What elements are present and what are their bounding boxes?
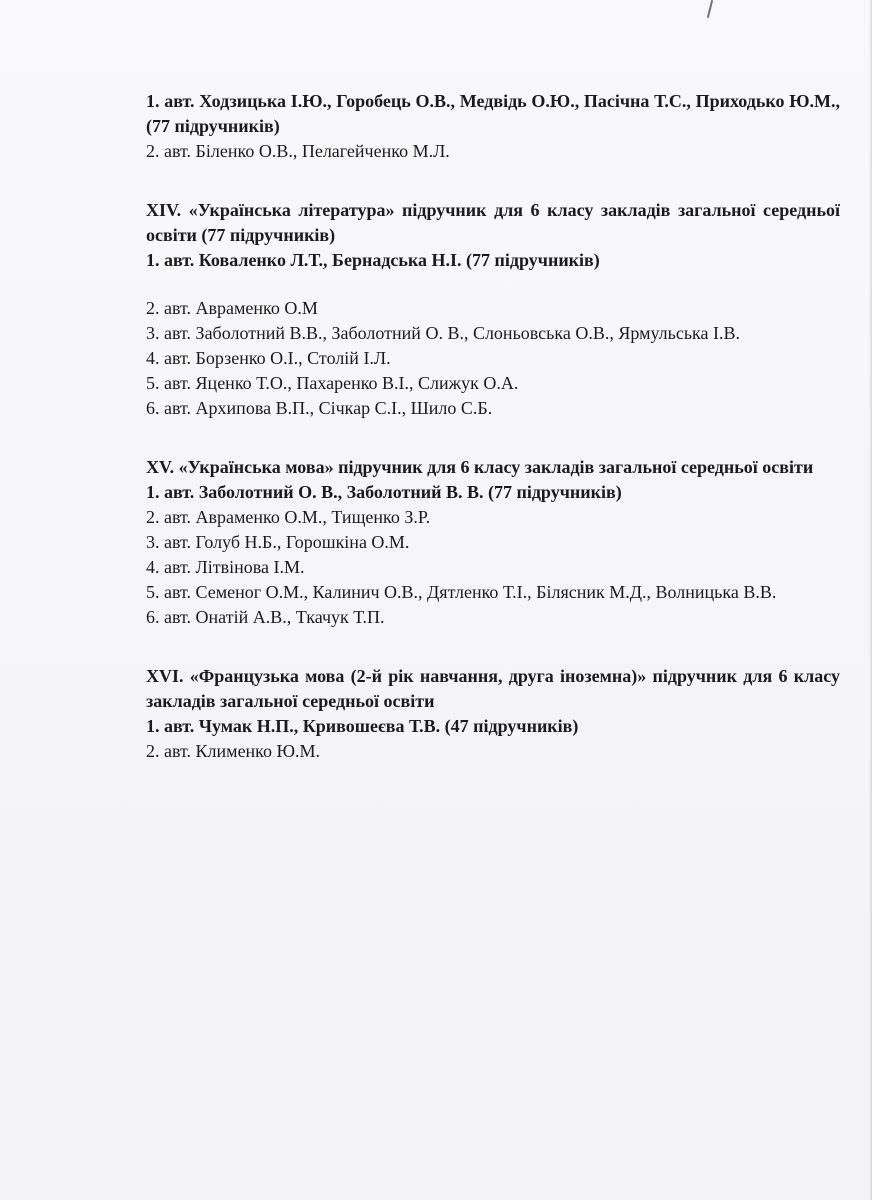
section14-item4: 4. авт. Борзенко О.І., Столій І.Л.	[146, 348, 391, 368]
section14-item2: 2. авт. Авраменко О.М	[146, 298, 318, 318]
section16-item2: 2. авт. Клименко Ю.М.	[146, 741, 321, 761]
scan-mark	[707, 0, 713, 18]
section15-title: XV. «Українська мова» підручник для 6 класу закладів загальної середньої освіти	[146, 457, 814, 477]
section14-item5: 5. авт. Яценко Т.О., Пахаренко В.І., Слижук О.А.	[146, 373, 519, 393]
section15-item1: 1. авт. Заболотний О. В., Заболотний В. В. (77 підручників)	[146, 482, 622, 502]
section15-item2: 2. авт. Авраменко О.М., Тищенко З.Р.	[146, 507, 431, 527]
section14-item6: 6. авт. Архипова В.П., Січкар С.І., Шило С.Б.	[146, 398, 493, 418]
section16-title: XVI. «Французька мова (2-й рік навчання, друга іноземна)» підручник для 6 класу закладів загальної середньої освіти	[146, 666, 840, 711]
spacer	[146, 421, 840, 455]
section15-item3: 3. авт. Голуб Н.Б., Горошкіна О.М.	[146, 532, 410, 552]
section14-title: XIV. «Українська література» підручник для 6 класу закладів загальної середньої освіти (77 підручників)	[146, 200, 840, 245]
spacer	[146, 164, 840, 198]
section16-item1: 1. авт. Чумак Н.П., Кривошеєва Т.В. (47 підручників)	[146, 716, 579, 736]
section15-item4: 4. авт. Літвінова І.М.	[146, 557, 305, 577]
block1-item2: 2. авт. Біленко О.В., Пелагейченко М.Л.	[146, 141, 450, 161]
section14-item1: 1. авт. Коваленко Л.Т., Бернадська Н.І. (77 підручників)	[146, 250, 600, 270]
document-content	[146, 89, 840, 764]
spacer	[146, 273, 840, 296]
spacer	[146, 630, 840, 664]
section14-item3: 3. авт. Заболотний В.В., Заболотний О. В., Слоньовська О.В., Ярмульська І.В.	[146, 323, 741, 343]
block1-item1: 1. авт. Ходзицька І.Ю., Горобець О.В., Медвідь О.Ю., Пасічна Т.С., Приходько Ю.М., (77 підручників)	[146, 91, 840, 136]
section15-item6: 6. авт. Онатій А.В., Ткачук Т.П.	[146, 607, 385, 627]
section15-item5: 5. авт. Семеног О.М., Калинич О.В., Дятленко Т.І., Білясник М.Д., Волницька В.В.	[146, 582, 777, 602]
